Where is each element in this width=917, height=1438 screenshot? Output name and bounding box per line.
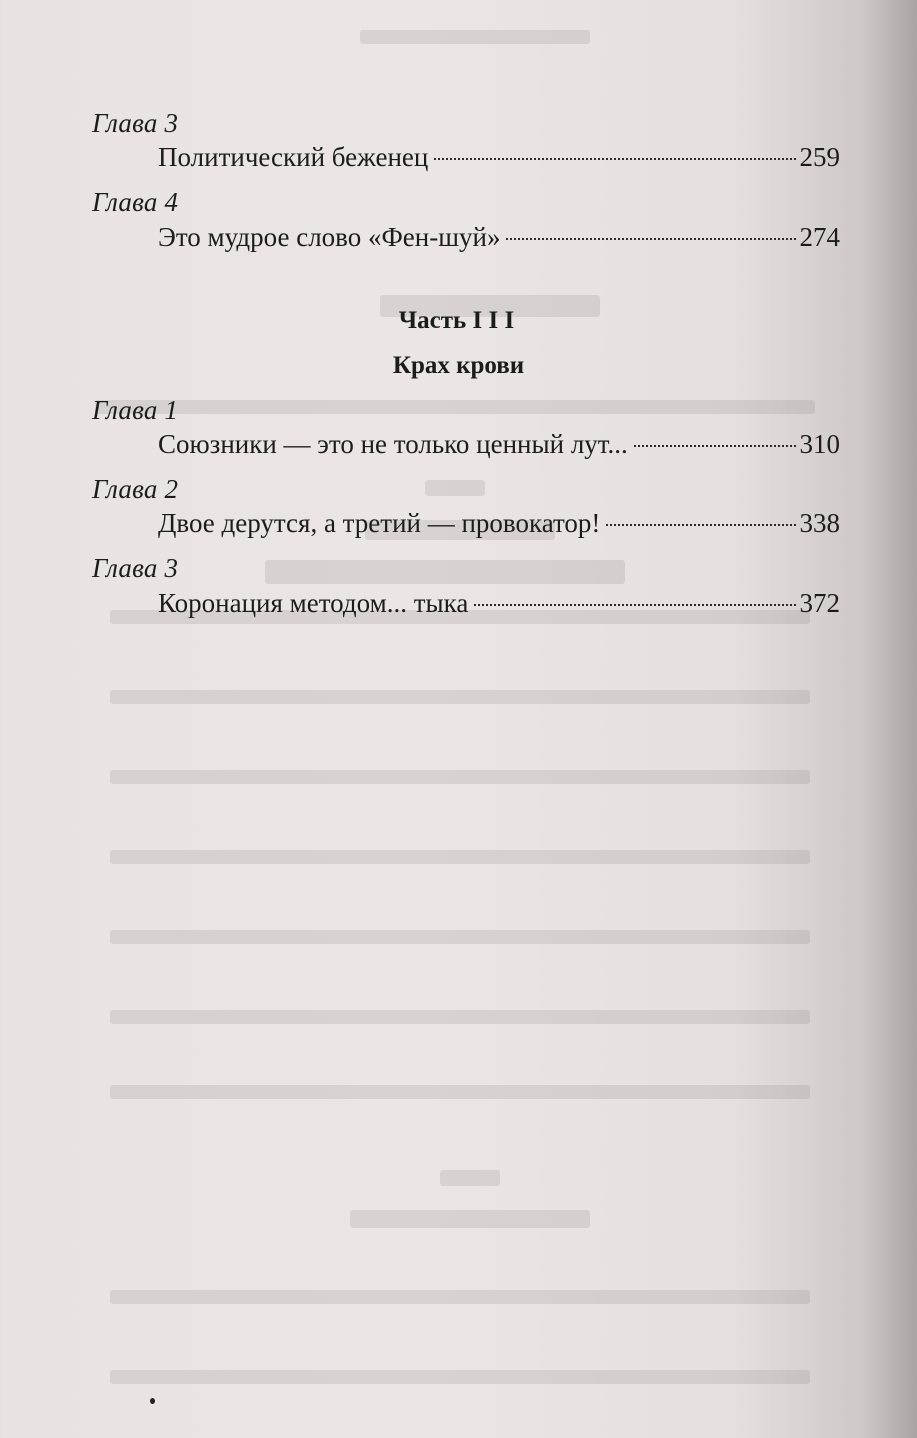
dot-leader: [606, 524, 795, 526]
chapter-label: Глава 2: [92, 474, 179, 504]
toc-entry[interactable]: [158, 508, 840, 538]
toc-entry-title: Союзники — это не только ценный лут...: [158, 429, 628, 459]
toc-entry-page: 338: [799, 508, 840, 538]
toc-entry-page: 372: [799, 588, 840, 618]
dot-leader: [434, 158, 795, 160]
toc-entry-title: Это мудрое слово «Фен-шуй»: [158, 222, 501, 252]
chapter-label: Глава 1: [92, 395, 179, 425]
chapter-label: Глава 3: [92, 108, 179, 138]
ink-speck: [150, 1398, 155, 1404]
toc-entry-page: 310: [799, 429, 840, 459]
dot-leader: [634, 445, 796, 447]
toc-entry[interactable]: [158, 222, 840, 252]
chapter-label: Глава 3: [92, 553, 179, 583]
part-number-heading: Часть I I I: [398, 307, 515, 334]
toc-entry[interactable]: [158, 429, 840, 459]
toc-entry[interactable]: [158, 588, 840, 618]
toc-entry-title: Двое дерутся, а третий — провокатор!: [158, 508, 601, 538]
toc-entry[interactable]: [158, 142, 840, 172]
dot-leader: [506, 238, 795, 240]
toc-entry-title: Политический беженец: [158, 142, 429, 172]
part-title-heading: Крах крови: [392, 352, 525, 379]
chapter-label: Глава 4: [92, 187, 179, 217]
toc-entry-title: Коронация методом... тыка: [158, 588, 469, 618]
toc-entry-page: 259: [799, 142, 840, 172]
dot-leader: [474, 604, 795, 606]
toc-entry-page: 274: [799, 222, 840, 252]
